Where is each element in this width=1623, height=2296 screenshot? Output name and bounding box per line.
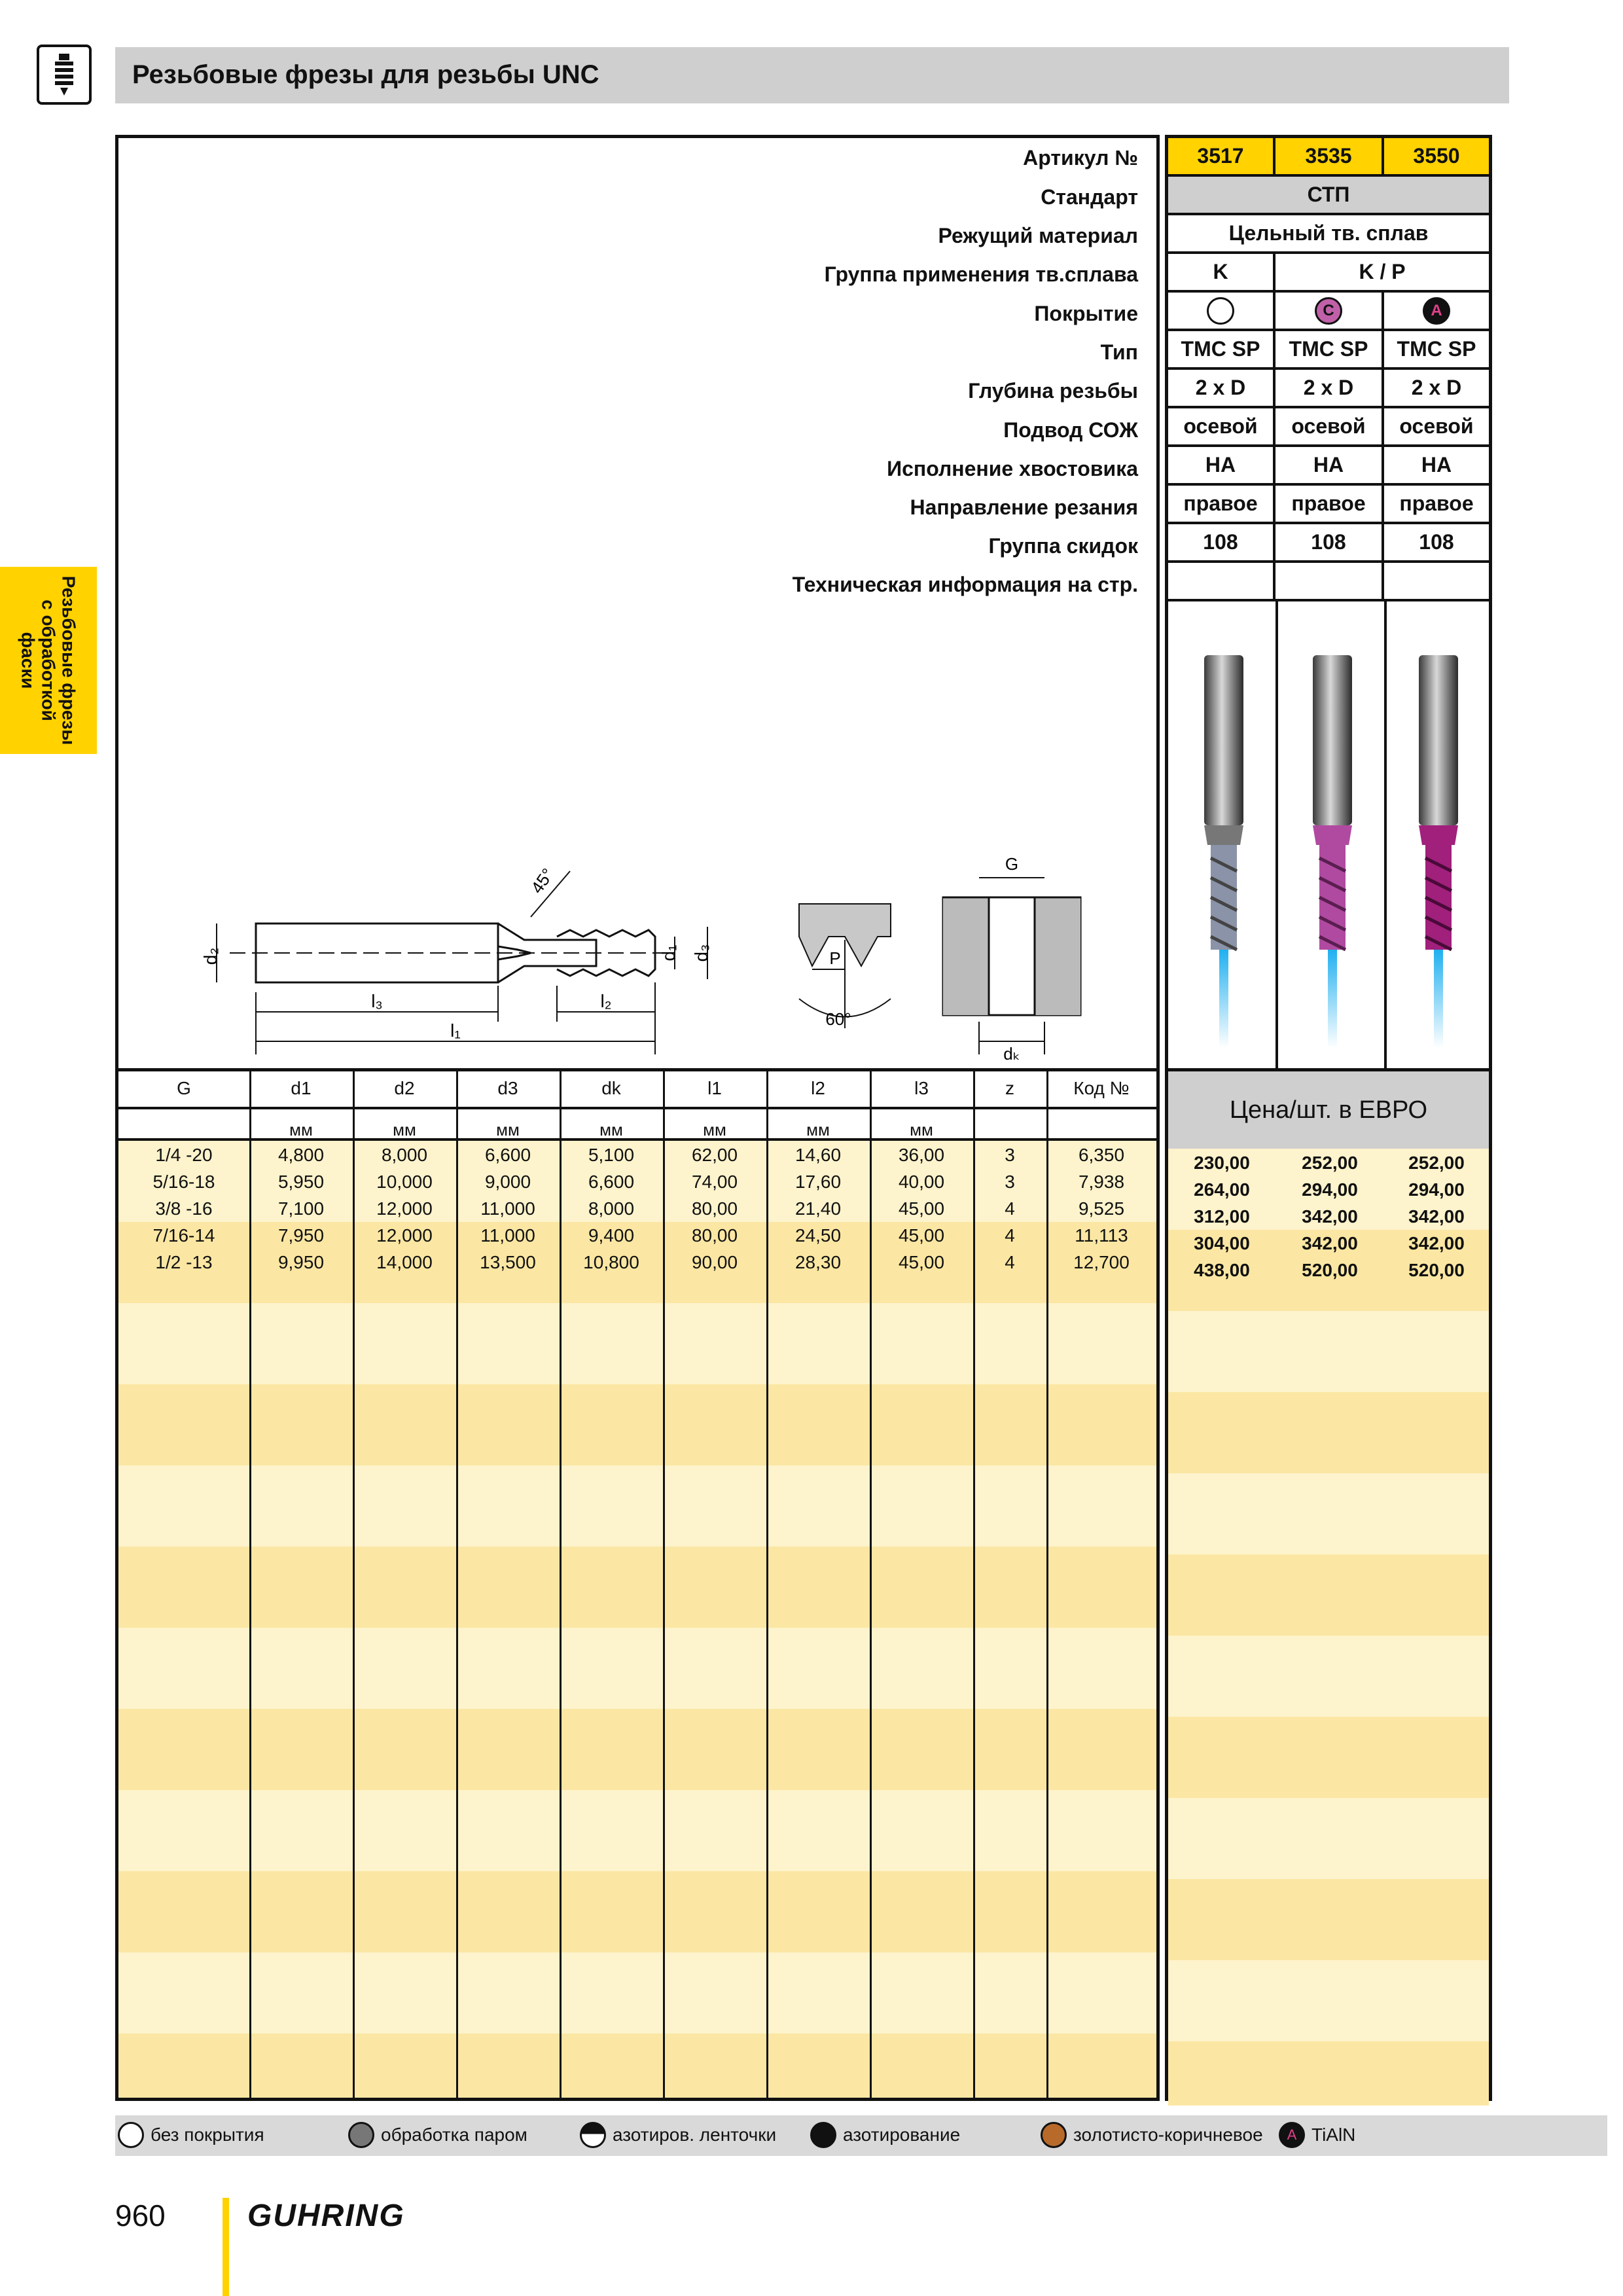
footer-accent [223, 2198, 229, 2296]
legend-steam [348, 2122, 527, 2148]
table-cell: 80,00 [691, 1198, 738, 1219]
table-cell: 9,950 [277, 1252, 325, 1272]
table-cell: 90,00 [691, 1252, 738, 1272]
nitrided-lands-icon [580, 2122, 606, 2148]
techinfo-3535 [1275, 563, 1384, 599]
table-cell: 9,525 [1078, 1198, 1125, 1219]
label-l2: l₂ [600, 991, 612, 1011]
coolant-3550: осевой [1399, 414, 1474, 438]
article-3550: 3550 [1413, 144, 1460, 168]
group-row [1168, 254, 1489, 293]
page-header [115, 47, 1509, 103]
col-header-l1: l1 [707, 1078, 722, 1098]
table-cell: 8,000 [588, 1198, 635, 1219]
table-cell: 4 [1005, 1225, 1015, 1246]
table-cell: 11,113 [1075, 1225, 1128, 1246]
article-panel [1165, 135, 1492, 1071]
direction-3517: правое [1168, 486, 1275, 522]
table-cell: 13,500 [480, 1252, 536, 1272]
legend-nitrided [810, 2122, 960, 2148]
shank-3517: HA [1168, 447, 1275, 483]
price-cell: 230,00 [1194, 1153, 1250, 1173]
table-cell: 11,000 [480, 1198, 535, 1219]
section-tab-label [18, 569, 79, 752]
table-cell: 9,000 [484, 1172, 531, 1192]
depth-3550: 2 x D [1411, 376, 1462, 399]
table-cell: 7,938 [1078, 1172, 1125, 1192]
page-title: Резьбовые фрезы для резьбы UNC [132, 60, 599, 89]
table-cell: 12,000 [376, 1225, 433, 1246]
tool-image-3517 [1188, 655, 1260, 1054]
table-cell: 6,600 [588, 1172, 635, 1192]
uncoated-icon [118, 2122, 144, 2148]
depth-row [1168, 370, 1489, 408]
tool-image-3535 [1296, 655, 1368, 1054]
shank-3550: HA [1421, 453, 1452, 476]
col-header-dk: dk [601, 1078, 621, 1098]
image-divider [1384, 601, 1387, 1074]
legend-label: обработка паром [381, 2125, 527, 2145]
legend-label: азотиров. ленточки [613, 2125, 777, 2145]
image-divider [1275, 601, 1278, 1074]
table-cell: 12,700 [1073, 1252, 1130, 1272]
standard-row [1168, 177, 1489, 215]
coating-legend [115, 2115, 1607, 2156]
table-cell: 8,000 [381, 1145, 428, 1165]
type-3517: TMC SP [1168, 331, 1275, 367]
discount-3550: 108 [1419, 530, 1454, 554]
section-tab-line3: фаски [18, 632, 39, 689]
price-cell: 520,00 [1408, 1260, 1465, 1280]
price-header: Цена/шт. в ЕВРО [1168, 1071, 1489, 1149]
dimension-table [115, 1068, 1160, 2101]
table-cell: 45,00 [898, 1198, 945, 1219]
table-cell: 6,600 [484, 1145, 531, 1165]
group-kp: K / P [1359, 260, 1406, 283]
table-cell: 9,400 [588, 1225, 635, 1246]
material-row [1168, 215, 1489, 254]
coolant-row [1168, 408, 1489, 447]
material-value: Цельный тв. сплав [1228, 221, 1429, 245]
spec-label-coolant: Подвод СОЖ [1003, 418, 1138, 442]
coolant-3535: осевой [1275, 408, 1384, 444]
price-cell: 520,00 [1302, 1260, 1358, 1280]
unit-l3: мм [910, 1120, 933, 1139]
discount-row [1168, 524, 1489, 563]
thread-mill-icon [37, 45, 92, 105]
discount-3535: 108 [1275, 524, 1384, 560]
table-cell: 21,40 [794, 1198, 842, 1219]
section-tab-line1: Резьбовые фрезы [58, 575, 79, 745]
direction-row [1168, 486, 1489, 524]
coating-c-icon: C [1315, 297, 1342, 325]
row-band [1168, 1960, 1489, 2041]
spec-label-depth: Глубина резьбы [968, 379, 1138, 403]
price-cell: 342,00 [1408, 1233, 1465, 1253]
label-d3: d₃ [691, 944, 711, 962]
spec-label-shank: Исполнение хвостовика [887, 457, 1138, 480]
col-header-z: z [1005, 1078, 1014, 1098]
row-band [118, 1628, 1156, 1709]
techinfo-3517 [1168, 563, 1275, 599]
table-cell: 45,00 [898, 1252, 945, 1272]
row-band [1168, 1311, 1489, 1392]
tialn-icon: A [1279, 2122, 1305, 2148]
label-angle-60: 60° [825, 1009, 851, 1029]
table-cell: 17,60 [794, 1172, 842, 1192]
table-cell: 6,350 [1078, 1145, 1125, 1165]
row-band [118, 1465, 1156, 1547]
spec-label-type: Тип [1100, 340, 1138, 364]
table-cell: 45,00 [898, 1225, 945, 1246]
row-band [118, 1547, 1156, 1628]
label-pitch: P [829, 948, 841, 968]
gold-brown-icon [1041, 2122, 1067, 2148]
price-cell: 252,00 [1302, 1153, 1358, 1173]
row-band [1168, 1473, 1489, 1554]
table-cell: 28,30 [794, 1252, 842, 1272]
page-number: 960 [115, 2198, 166, 2233]
row-band [118, 2034, 1156, 2098]
label-angle-45: 45° [527, 865, 558, 897]
table-cell: 62,00 [691, 1145, 738, 1165]
section-tab-line2: с обработкой [38, 600, 59, 721]
steam-icon [348, 2122, 374, 2148]
table-cell: 3/8 -16 [155, 1198, 213, 1219]
discount-3517: 108 [1168, 524, 1275, 560]
price-cell: 438,00 [1194, 1260, 1250, 1280]
table-cell: 5,100 [588, 1145, 635, 1165]
row-band [1168, 1392, 1489, 1473]
legend-label: без покрытия [151, 2125, 264, 2145]
unit-d3: мм [496, 1120, 520, 1139]
table-cell: 5/16-18 [152, 1172, 215, 1192]
type-row [1168, 331, 1489, 370]
table-cell: 80,00 [691, 1225, 738, 1246]
row-band [1168, 1717, 1489, 1798]
legend-gold-brown [1041, 2122, 1263, 2148]
col-header-d3: d3 [497, 1078, 518, 1098]
label-l3: l₃ [371, 991, 383, 1011]
price-cell: 252,00 [1408, 1153, 1465, 1173]
table-cell: 10,000 [376, 1172, 433, 1192]
col-header-d1: d1 [291, 1078, 312, 1098]
price-cell: 294,00 [1408, 1179, 1465, 1200]
col-header-g: G [177, 1078, 191, 1098]
price-cell: 342,00 [1302, 1206, 1358, 1227]
table-cell: 14,000 [376, 1252, 433, 1272]
table-cell: 7/16-14 [152, 1225, 215, 1246]
table-cell: 74,00 [691, 1172, 738, 1192]
col-header-d2: d2 [394, 1078, 415, 1098]
spec-label-material: Режущий материал [938, 224, 1138, 247]
depth-3535: 2 x D [1275, 370, 1384, 406]
table-cell: 4 [1005, 1198, 1015, 1219]
direction-3535: правое [1275, 486, 1384, 522]
coating-a-icon: A [1423, 297, 1450, 325]
col-header-l3: l3 [914, 1078, 929, 1098]
price-cell: 342,00 [1302, 1233, 1358, 1253]
row-band [1168, 1798, 1489, 1879]
col-header-l2: l2 [811, 1078, 825, 1098]
row-band [118, 1709, 1156, 1790]
price-cell: 294,00 [1302, 1179, 1358, 1200]
techinfo-3550 [1384, 563, 1489, 599]
table-cell: 10,800 [583, 1252, 639, 1272]
tool-image-3550 [1402, 655, 1474, 1054]
unit-d1: мм [289, 1120, 313, 1139]
label-d2: d₂ [200, 947, 221, 965]
coolant-3517: осевой [1168, 408, 1275, 444]
coating-a [1384, 293, 1489, 329]
article-3517: 3517 [1168, 138, 1275, 174]
price-cell: 264,00 [1194, 1179, 1250, 1200]
label-l1: l₁ [450, 1020, 461, 1041]
table-cell: 4 [1005, 1252, 1015, 1272]
article-3535: 3535 [1275, 138, 1384, 174]
row-band [1168, 1554, 1489, 1636]
spec-label-coating: Покрытие [1034, 302, 1138, 325]
table-cell: 36,00 [898, 1145, 945, 1165]
legend-label: золотисто-коричневое [1073, 2125, 1263, 2145]
coating-c [1275, 293, 1384, 329]
techinfo-row [1168, 563, 1489, 601]
price-table [1165, 1068, 1492, 2101]
row-band [118, 1871, 1156, 1952]
price-cell: 342,00 [1408, 1206, 1465, 1227]
unit-l2: мм [806, 1120, 830, 1139]
table-cell: 1/2 -13 [155, 1252, 213, 1272]
depth-3517: 2 x D [1168, 370, 1275, 406]
row-band [118, 1790, 1156, 1871]
table-cell: 24,50 [794, 1225, 842, 1246]
type-3550: TMC SP [1397, 337, 1476, 361]
row-band [118, 1952, 1156, 2034]
unit-l1: мм [703, 1120, 726, 1139]
col-header-code: Код № [1073, 1078, 1130, 1098]
spec-label-techinfo: Техническая информация на стр. [792, 573, 1138, 596]
spec-label-direction: Направление резания [910, 495, 1138, 519]
type-3535: TMC SP [1275, 331, 1384, 367]
uncoated-icon [1207, 297, 1234, 325]
price-cell: 312,00 [1194, 1206, 1250, 1227]
table-cell: 11,000 [480, 1225, 535, 1246]
unit-d2: мм [393, 1120, 416, 1139]
row-band [1168, 2041, 1489, 2106]
label-G: G [1005, 854, 1019, 874]
legend-label: TiAlN [1311, 2125, 1356, 2145]
table-cell: 3 [1005, 1172, 1015, 1192]
shank-row [1168, 447, 1489, 486]
label-d1: d₁ [658, 944, 679, 961]
table-cell: 1/4 -20 [155, 1145, 213, 1165]
nitrided-icon [810, 2122, 836, 2148]
table-cell: 14,60 [794, 1145, 842, 1165]
table-cell: 5,950 [277, 1172, 325, 1192]
row-band [1168, 1636, 1489, 1717]
unit-dk: мм [599, 1120, 623, 1139]
table-cell: 3 [1005, 1145, 1015, 1165]
table-cell: 7,100 [277, 1198, 325, 1219]
tool-dimension-drawing [190, 845, 1211, 1067]
table-cell: 4,800 [277, 1145, 325, 1165]
mill-profile [217, 871, 707, 1054]
hole-section [943, 878, 1080, 1054]
article-row [1168, 138, 1489, 177]
group-k: K [1168, 254, 1275, 290]
coating-uncoated [1168, 293, 1275, 329]
row-band [118, 1384, 1156, 1465]
direction-3550: правое [1399, 492, 1474, 515]
coating-row [1168, 293, 1489, 331]
section-tab [0, 567, 97, 754]
header-divider [118, 1107, 1156, 1109]
spec-label-discount: Группа скидок [988, 534, 1138, 558]
legend-tialn [1279, 2122, 1355, 2148]
standard-value: СТП [1307, 183, 1350, 206]
spec-label-group: Группа применения тв.сплава [824, 262, 1138, 286]
label-dk: dₖ [1003, 1044, 1020, 1064]
table-cell: 40,00 [898, 1172, 945, 1192]
spec-panel [115, 135, 1160, 1071]
legend-label: азотирование [843, 2125, 961, 2145]
table-cell: 12,000 [376, 1198, 433, 1219]
spec-label-standard: Стандарт [1041, 185, 1138, 209]
legend-uncoated [118, 2122, 264, 2148]
shank-3535: HA [1275, 447, 1384, 483]
row-band [118, 1303, 1156, 1384]
price-cell: 304,00 [1194, 1233, 1250, 1253]
spec-label-article: Артикул № [1023, 146, 1138, 170]
row-band [1168, 1879, 1489, 1960]
table-cell: 7,950 [277, 1225, 325, 1246]
legend-nitrided-lands [580, 2122, 776, 2148]
brand-logo: GUHRING [247, 2198, 405, 2233]
